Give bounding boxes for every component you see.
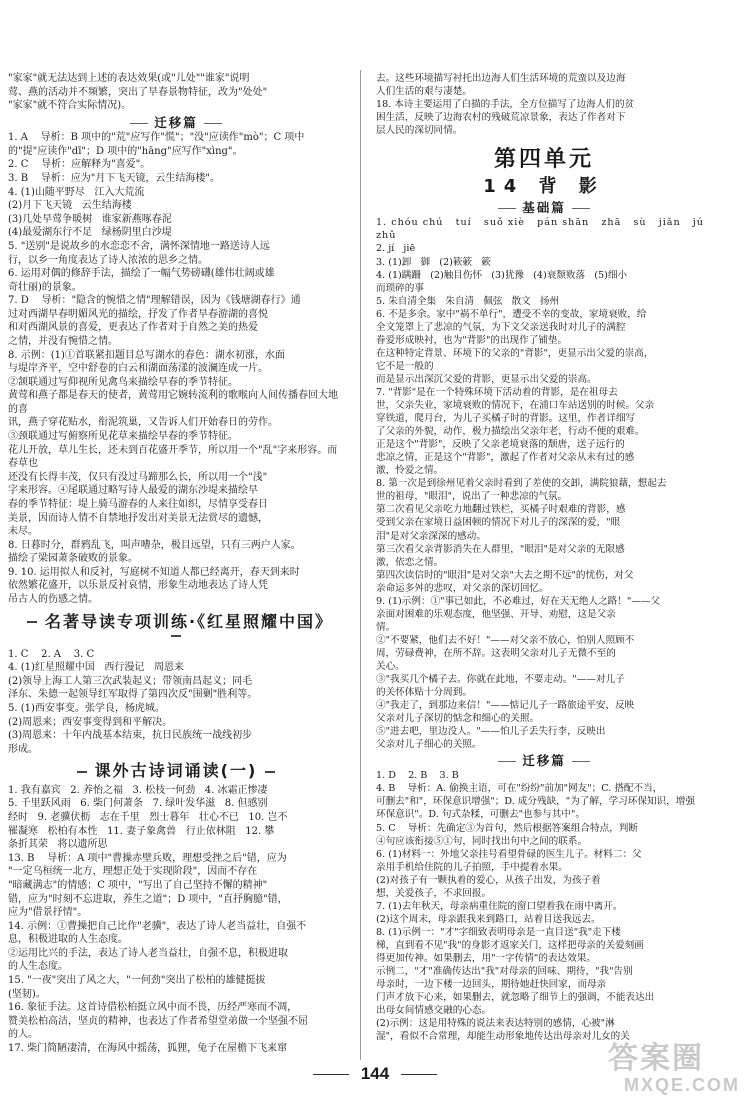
answer-line: 母亲时，一边下楼一边回头，期待她赶快回家，而母亲 — [376, 979, 607, 991]
answer-line: 全文笼罩上了悲凉的气氛，为下文父亲送我时对儿子的满腔 — [376, 321, 626, 333]
unit-title: 第四单元 — [493, 147, 594, 173]
answer-line: 2. C 导析：应解释为"喜爱"。 — [8, 159, 151, 171]
answer-line: 世，父亲失业，家境衰败的情况下，在浦口车站送别的时候。父亲 — [376, 400, 655, 412]
answer-line: 出母女间情感交融的心态。 — [376, 1005, 492, 1017]
answer-line: 5. 千里跃风雨 6. 柴门何萧条 7. 绿叶发华滋 8. 但感别 — [8, 798, 268, 810]
answer-line: 之情，并没有惋惜之情。 — [8, 335, 118, 347]
answer-line: "一定乌桓统一北方，理想正处于实现阶段"，因而不存在 — [8, 866, 258, 878]
answer-line: 困生活，反映了边海农村的残破荒凉景象，表达了作者对下 — [376, 112, 626, 124]
answer-line: 6. 运用对偶的修辞手法，描绘了一幅气势磅礴(雄伟壮阔或雄 — [8, 268, 275, 280]
qianyi-answer-block — [8, 131, 344, 606]
mingzhu-answer-block — [8, 648, 344, 757]
answer-line: 8. 第一次是到徐州见着父亲时看到了差使的交卸，满院狼藉，想起去 — [376, 478, 667, 490]
answer-line: 5. 朱自清全集 朱自清 佩弦 散文 扬州 — [376, 295, 560, 307]
answer-line: 赞美松柏高洁，坚贞的精神，也表达了作者希望堂弟做一个坚强不屈 — [8, 1015, 308, 1027]
lesson-title: 14 背 影 — [483, 176, 605, 198]
answer-line: 4. (1)山随平野尽 江入大荒流 — [8, 186, 145, 198]
answer-line: 莺、燕的活动并不频繁，突出了早春景物特征，改为"处处" — [8, 86, 268, 98]
section-heading-jichu — [376, 201, 712, 214]
answer-line: 过对西湖早春明媚风光的描绘，抒发了作者早春游湖的喜悦 — [8, 308, 268, 320]
section-heading-jichu-text: 基础篇 — [492, 200, 596, 215]
answer-line: 门声才放下心来，如果删去，就忽略了细节上的强调，不能表达出 — [376, 992, 655, 1004]
answer-line: 的人生态度。 — [8, 961, 68, 973]
answer-line: 奇壮丽)的景象。 — [8, 281, 82, 293]
watermark-url-text: MXQE.COM — [623, 1075, 740, 1095]
answer-line: 16. 象征手法。这首诗借松柏挺立风中而不畏，历经严寒而不凋， — [8, 1002, 298, 1014]
answer-line: 2. jí jiē — [376, 243, 416, 255]
answer-line: 亲命运多舛的悲叹，对父亲的深切回忆。 — [376, 582, 549, 594]
answer-line: (2)示例：这是用特殊的说法来表达特别的感情，心被"淋 — [376, 1018, 615, 1030]
section-heading-kewai — [8, 761, 344, 781]
answer-line: 黄莺和燕子都是春天的使者，黄莺用它婉转流利的歌喉向人间传播春回大地的喜 — [8, 390, 338, 415]
answer-line: 世的祖母，"眼泪"，说出了一种悲凉的气氛。 — [376, 491, 568, 503]
answer-line: 它不是一般的 — [376, 360, 434, 372]
section-heading-qianyi — [8, 116, 344, 130]
left-column — [8, 72, 344, 1055]
answer-line: 5. C 导析：先确定③为首句，然后根据答案组合特点，判断 — [376, 822, 638, 834]
answer-line: ⑤"进去吧，里边没人。"——怕儿子丢失行李，反映出 — [376, 726, 606, 738]
answer-line: 未尽。 — [8, 526, 38, 538]
answer-line: 6. (1)材料一：外地父亲挂号看望骨碌的医生儿子。材料二：父 — [376, 848, 642, 860]
answer-line: ③颈联通过写俯察所见花草来描绘早春的季节特征。 — [8, 431, 238, 443]
section-heading-mingzhu-text: 名著导读专项训练·《红星照耀中国》 — [19, 612, 333, 645]
answer-line: 4. (1)蹒跚 (2)触目伤怀 (3)犹豫 (4)衰颓败落 (5)细小 — [376, 269, 628, 281]
answer-line: 了父亲的外貌，动作，极力描绘出父亲年老，行动不便的艰难。 — [376, 426, 645, 438]
answer-line: 示例二，"才"准确传达出"我"对母亲的回味、期待，"我"告别 — [376, 966, 633, 978]
answer-line: 湿"，看似不合常理，却能生动形象地传达出母亲对儿女的关 — [376, 1031, 630, 1043]
answer-line: 而是显示出深沉父爱的背影，更显示出父爱的崇高。 — [376, 373, 597, 385]
answer-line: (2)周恩来；西安事变得到和平解决。 — [8, 716, 173, 728]
answer-line: 3. (1)卸 御 (2)簌簌 簌 — [376, 256, 491, 268]
answer-line: 激，怜爱之情。 — [376, 465, 444, 477]
answer-line: 穿铁道，爬月台，为儿子买橘子时的背影。这里，作者详细写 — [376, 413, 636, 425]
watermark-logo-text: 答案圈 — [608, 1042, 704, 1075]
section-heading-kewai-text: 课外古诗词诵读(一) — [69, 761, 284, 780]
answer-line: 条折其荣 将以遗所思 — [8, 839, 108, 851]
answer-line: (4)最爱湖东行不足 绿杨阴里白沙堤 — [8, 227, 172, 239]
answer-line: 5. (1)西安事变。张学良，杨虎城。 — [8, 703, 165, 715]
answer-line: 1. 我有嘉宾 2. 养怡之福 3. 松枝一何劲 4. 冰霜正惨凄 — [8, 784, 268, 796]
answer-line: 还没有长得丰茂，仅只有没过马蹄那么长，所以用一个"浅" — [8, 471, 268, 483]
answer-line: 激，依恋之情。 — [376, 556, 444, 568]
answer-line: 泽东、朱德一起领导红军取得了第四次反"围剿"胜利等。 — [8, 689, 258, 701]
answer-line: 字来形容。④尾联通过略写诗人最爱的湖东沙堤来描绘早 — [8, 485, 258, 497]
site-watermark — [608, 1043, 740, 1099]
intro-answer-block — [8, 72, 344, 113]
pinyin-answer: 1. chóu chú tuí suǒ xiè pán shān zhā sù jiǎn jú — [376, 217, 704, 229]
answer-line: 美景，因而诗人情不自禁地抒发出对美景无法赏尽的遗憾， — [8, 512, 268, 524]
column-divider — [360, 70, 361, 1060]
answer-line: 5. "送别"是说故乡的水恋恋不舍，满怀深情地一路送诗人远 — [8, 240, 270, 252]
answer-line: 环保意识"。D. 句式杂糅，可删去"也参与其中"。 — [376, 809, 585, 821]
qianyi-2-answer-block — [376, 769, 712, 1043]
section-heading-qianyi-text: 迁移篇 — [124, 115, 228, 130]
answer-line: 亲面对困难的乐观态度，他坚强、开导、劝慰，这是父亲 — [376, 608, 616, 620]
answer-line: 6. 不是多余。家中"祸不单行"，遭受不幸的变故，家境衰败，给 — [376, 308, 647, 320]
answer-line: 依然繁花盛开，以乐景反衬哀情，形象生动地表达了诗人凭 — [8, 580, 268, 592]
answer-line: 4. B 导析：A. 偷换主语，可在"纷纷"前加"网友"；C. 搭配不当， — [376, 783, 663, 795]
answer-line: 去。这些环境描写衬托出边海人们生活环境的荒蛮以及边海 — [376, 73, 626, 84]
answer-line: 亲用手机给住院的儿子拍照，手中提着水果。 — [376, 861, 568, 873]
answer-line: 7. "背影"是在一个特殊环境下活动着的背影，是在祖母去 — [376, 386, 618, 398]
answer-line: 第四次读信时的"眼泪"是对父亲"大去之期不远"的忧伤，对父 — [376, 569, 634, 581]
answer-line: 经时 9. 老骥伏枥 志在千里 烈士暮年 壮心不已 10. 岂不 — [8, 812, 288, 824]
answer-line: 而琐碎的事 — [376, 282, 424, 294]
answer-line: 眷爱形成映衬，也为"背影"的出现作了铺垫。 — [376, 334, 568, 346]
kewai-answer-block — [8, 784, 344, 1056]
answer-line: 1. D 2. B 3. B — [376, 770, 459, 782]
answer-line: 花儿开放，草儿生长，还未到百花盛开季节，所以用一个"乱"字来形容。而春草也 — [8, 444, 338, 470]
answer-line: (坚韧)。 — [8, 988, 46, 1000]
answer-line: 人们生活的艰与凄楚。 — [376, 86, 472, 98]
answer-line: 第二次看见父亲吃力地翻过铁栏，买橘子时艰难的背影，感 — [376, 504, 626, 516]
answer-line: (3)周恩来：十年内战基本结束，抗日民族统一战线初步 — [8, 730, 253, 742]
answer-line: 讯，燕子穿花贴水，衔泥筑巢，又告诉人们开始春日的劳作。 — [8, 417, 278, 429]
answer-line: 吊古人的伤感之情。 — [8, 593, 98, 605]
answer-line: 8. (1)示例一："才"字细致表明母亲是一直目送"我"走下楼 — [376, 926, 621, 938]
answer-line: 的关怀体贴十分周到。 — [376, 687, 472, 699]
answer-line: 的人。 — [8, 1029, 38, 1041]
answer-line: 层人民的深切同情。 — [376, 125, 463, 137]
pinyin-answer-continued: zhǔ — [376, 230, 397, 242]
answer-line: 13. B 导析：A 项中"曹操赤壁兵败，理想受挫之后"错，应为 — [8, 852, 287, 864]
answer-line: 3. B 导析：应为"月下飞天镜，云生结海楼"。 — [8, 173, 220, 185]
answer-line: 错，应为"时刻不忘进取，养生之道"；D 项中，"直抒胸臆"错， — [8, 893, 288, 905]
answer-line: 父亲对儿子细心的关照。 — [376, 739, 482, 751]
answer-line: ④句应该衔接⑤①句，同时找出句中之间的联系。 — [376, 835, 588, 847]
answer-line: 的"提"应读作"dī"；D 项中的"hāng"应写作"xìng"。 — [8, 145, 243, 157]
answer-line: 可删去"和"，环保意识增强"；D. 成分残缺，"为了解，学习环保知识，增强 — [376, 796, 695, 808]
answer-line: 在这种特定背景、环境下的父亲的"背影"，更显示出父爱的崇高， — [376, 347, 654, 359]
answer-line: 9. (1)示例：①"事已如此，不必难过，好在天无绝人之路！"——父 — [376, 595, 661, 607]
answer-line: 形成。 — [8, 743, 38, 755]
section-heading-qianyi-2 — [376, 754, 712, 767]
answer-line: 描绘了梁园萧条破败的景象。 — [8, 553, 138, 565]
answer-line: (2)领导上海工人第三次武装起义；带领南昌起义；同毛 — [8, 675, 253, 687]
section-heading-qianyi-2-text: 迁移篇 — [492, 753, 596, 768]
answer-line: 春的季节特征：堤上骑马游春的人来往如织，尽情享受春日 — [8, 498, 268, 510]
answer-line: (2)月下飞天镜 云生结海楼 — [8, 200, 132, 212]
answer-line: 受到父亲在家境日益困顿的情况下对儿子的深深的爱，"眼 — [376, 517, 621, 529]
answer-line: 悲凉之情，正是这个"背影"，激起了作者对父亲从未有过的感 — [376, 452, 635, 464]
answer-line: 第三次看父亲背影消失在人群里，"眼泪"是对父亲的无限感 — [376, 543, 625, 555]
answer-line: 周，劳碌费神，在所不辞。这表明父亲对儿子无微不至的 — [376, 647, 616, 659]
answer-line: (2)这个周末，母亲跟我来到路口，站着目送我远去。 — [376, 913, 601, 925]
answer-line: (2)对孩子有一颗执着的爱心，从孩子出发，为孩子着 — [376, 874, 601, 886]
answer-line: ②"不要紧，他们去不好！"——对父亲不放心，怕别人照顾不 — [376, 634, 635, 646]
answer-line: 17. 柴门简陋凄清，在海风中摇荡，狐狸，兔子在屋檐下飞来窜 — [8, 1042, 288, 1054]
answer-line: 8. 示例：(1)①首联紧扣题目总写湖水的春色：湖水初涨，水面 — [8, 349, 285, 361]
answer-line: 1. C 2. A 3. C — [8, 648, 95, 660]
answer-line: 1. A 导析：B 项中的"荒"应写作"慌"；"没"应读作"mò"；C 项中 — [8, 132, 305, 144]
answer-line: 14. 示例：①曹操把自己比作"老骥"，表达了诗人老当益壮，自强不 — [8, 920, 307, 932]
answer-line: ②运用比兴的手法，表达了诗人老当益壮，自强不息，积极进取 — [8, 947, 288, 959]
answer-line: 应为"借景抒情"。 — [8, 907, 88, 919]
answer-line: ④"我走了，到那边来信！"——惦记儿子一路旅途平安，反映 — [376, 700, 635, 712]
answer-line: 情。 — [376, 621, 396, 633]
answer-line: 18. 本诗主要运用了白描的手法，全方位描写了边海人们的贫 — [376, 99, 635, 111]
answer-line: "暗藏满志"的情感；C 项中，"写出了自己坚持不懈的精神" — [8, 879, 268, 891]
answer-line: "家家"就不符合实际情况)。 — [8, 100, 132, 112]
section-heading-mingzhu — [8, 611, 344, 642]
right-column — [376, 72, 712, 1043]
answer-line: 正是这个"背影"，反映了父亲老境衰落的颓唐，送子远行的 — [376, 439, 625, 451]
answer-line: 7. (1)去年秋天，母亲病重住院的窗口望着我在雨中离开。 — [376, 900, 623, 912]
answer-line: ③"我买几个橘子去。你就在此地，不要走动。"——对儿子 — [376, 674, 625, 686]
answer-line: "家家"就无法达到上述的表达效果(或"儿处""谁家"说明 — [8, 73, 250, 84]
answer-line: 行，以乡一角度表达了诗人浓浓的思乡之情。 — [8, 254, 208, 266]
jichu-answer-block — [376, 242, 712, 751]
answer-line: 与堤岸齐平，空中舒卷的白云和湖面荡漾的波澜连成一片。 — [8, 363, 268, 375]
answer-line: 和对西湖风景的喜爱，更表达了作者对于自然之美的热爱 — [8, 322, 258, 334]
answer-line: 7. D 导析："隐含的惋惜之情"理解错误，因为《钱塘湖春行》通 — [8, 295, 301, 307]
page-number-text: 144 — [360, 1064, 390, 1083]
answer-line: 罹凝寒 松柏有本性 11. 妻子象禽兽 行止依林阻 12. 攀 — [8, 825, 275, 837]
answer-line: ②颔联通过写仰视所见禽鸟来描绘早春的季节特征。 — [8, 376, 238, 388]
answer-line: 梯，直到看不见"我"的身影才返家关门，这样把母亲的关爱刻画 — [376, 939, 644, 951]
answer-line: 4. (1)红星照耀中国 西行漫记 周恩来 — [8, 662, 184, 674]
answer-line: 得更加传神。如果删去，用"一字传情"的表达效果。 — [376, 953, 596, 964]
answer-line: 泪"是对父亲深深的感动。 — [376, 530, 486, 542]
answer-line: 8. 日暮时分，群鸦乱飞，叫声嘈杂，极目远望，只有三两户人家。 — [8, 539, 301, 551]
continued-answer-block — [376, 72, 712, 137]
answer-line: 想，关爱孩子，不求回报。 — [376, 887, 492, 899]
answer-line: 关心。 — [376, 660, 405, 672]
answer-line: 15. "一夜"突出了风之大，"一何劲"突出了松柏的雄健挺拔 — [8, 975, 266, 986]
answer-line: (3)几处早莺争暖树 谁家新燕啄春泥 — [8, 213, 172, 225]
answer-line: 父亲对儿子深切的惦念和细心的关照。 — [376, 713, 540, 725]
answer-line: 9. 10. 运用拟人和反衬，写庭树不知道人都已经离开，春天到来时 — [8, 566, 300, 578]
answer-line: 息，积极进取的人生态度。 — [8, 934, 128, 946]
